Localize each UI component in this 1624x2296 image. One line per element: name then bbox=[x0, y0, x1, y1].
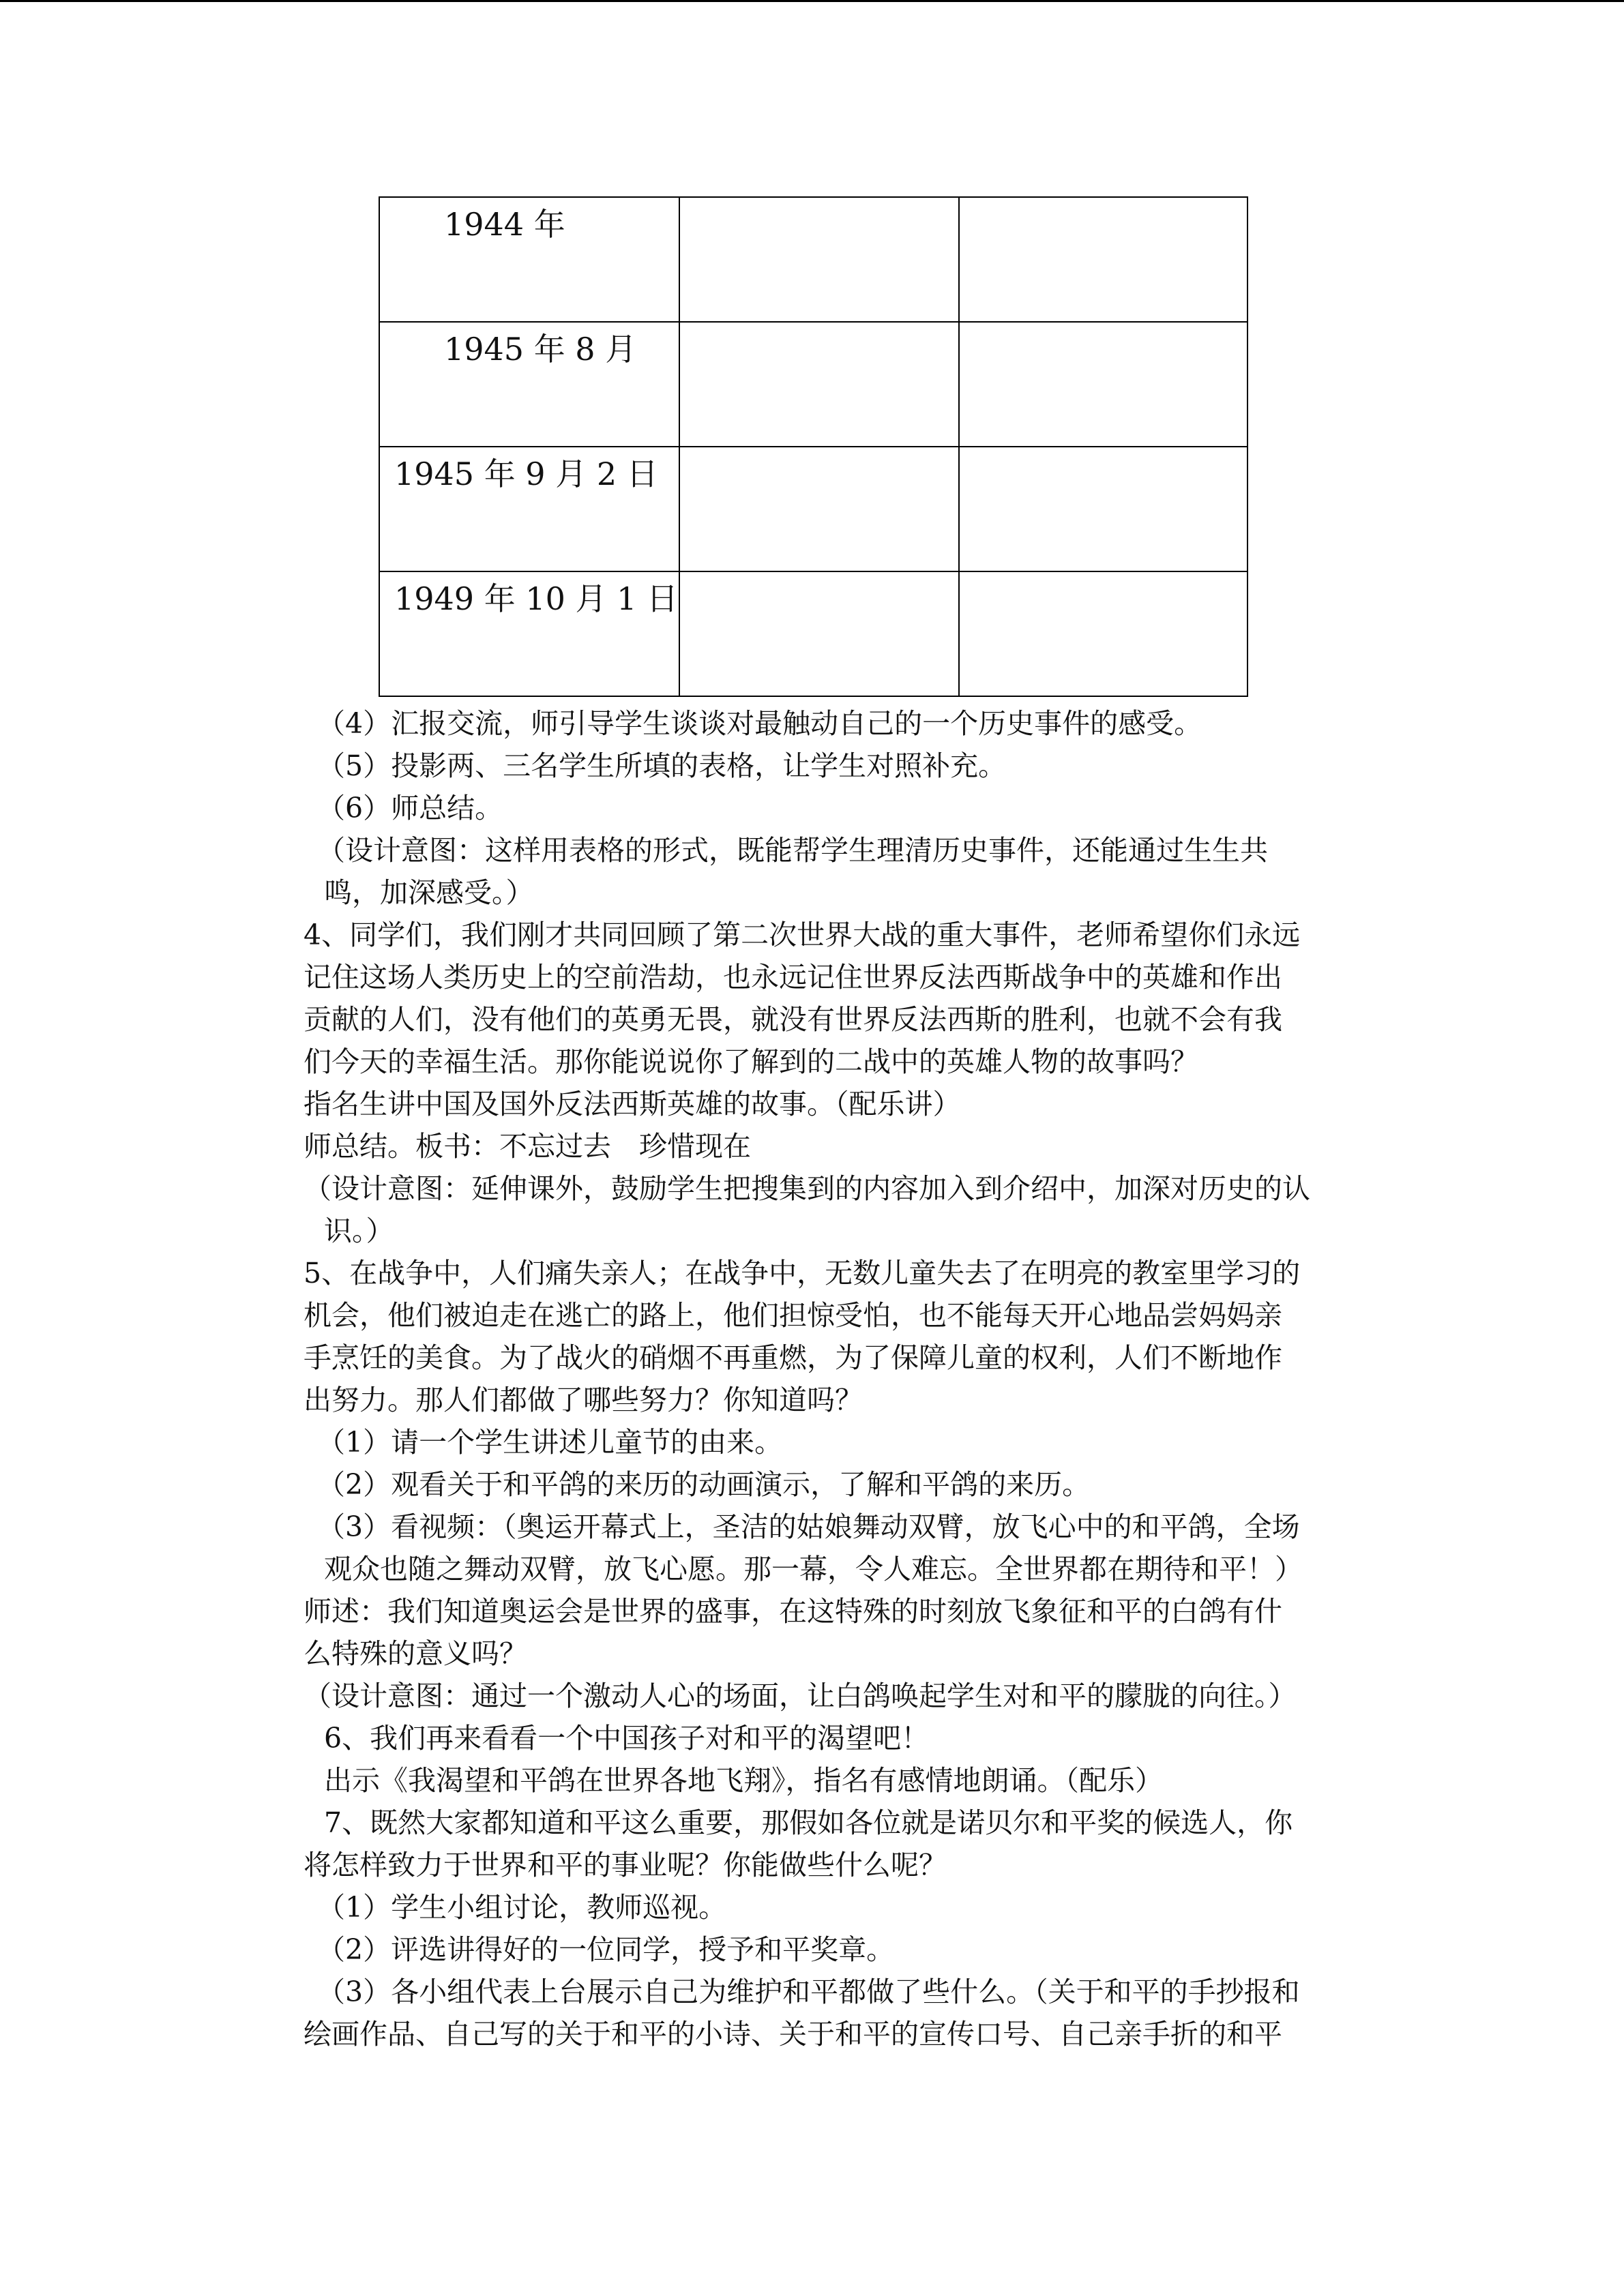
date-label: 1949 年 10 月 1 日 bbox=[394, 580, 678, 617]
lesson-body-text bbox=[304, 702, 1378, 2055]
text-line: 指名生讲中国及国外反法西斯英雄的故事。（配乐讲） bbox=[304, 1088, 961, 1120]
text-line: 绘画作品、自己写的关于和平的小诗、关于和平的宣传口号、自己亲手折的和平 bbox=[304, 2018, 1282, 2051]
text-line: 们今天的幸福生活。那你能说说你了解到的二战中的英雄人物的故事吗？ bbox=[304, 1045, 1198, 1078]
text-line: （设计意图：通过一个激动人心的场面，让白鸽唤起学生对和平的朦胧的向往。） bbox=[304, 1680, 1297, 1712]
text-line: 将怎样致力于世界和平的事业呢？你能做些什么呢？ bbox=[304, 1849, 947, 1881]
text-line: 师总结。板书：不忘过去 珍惜现在 bbox=[304, 1130, 751, 1163]
table-cell-empty bbox=[679, 447, 959, 571]
table-row bbox=[379, 571, 1247, 696]
text-line: （5）投影两、三名学生所填的表格，让学生对照补充。 bbox=[317, 749, 1007, 782]
text-line: （1）学生小组讨论，教师巡视。 bbox=[317, 1891, 727, 1924]
table-cell-empty bbox=[959, 197, 1247, 322]
text-line: 记住这场人类历史上的空前浩劫，也永远记住世界反法西斯战争中的英雄和作出 bbox=[304, 961, 1282, 994]
text-line: 手烹饪的美食。为了战火的硝烟不再重燃，为了保障儿童的权利，人们不断地作 bbox=[304, 1341, 1282, 1374]
top-border-line bbox=[0, 0, 1624, 2]
text-line: 观众也随之舞动双臂，放飞心愿。那一幕，令人难忘。全世界都在期待和平！） bbox=[324, 1553, 1303, 1585]
text-line: （3）各小组代表上台展示自己为维护和平都做了些什么。（关于和平的手抄报和 bbox=[317, 1976, 1300, 2008]
table-cell-date bbox=[379, 571, 679, 696]
date-label: 1945 年 9 月 2 日 bbox=[394, 456, 658, 492]
table-row bbox=[379, 322, 1247, 447]
table-row bbox=[379, 447, 1247, 571]
table-cell-empty bbox=[959, 571, 1247, 696]
date-label: 1945 年 8 月 bbox=[444, 331, 637, 368]
table-cell-empty bbox=[959, 322, 1247, 447]
date-label: 1944 年 bbox=[444, 206, 565, 243]
text-line: （2）观看关于和平鸽的来历的动画演示，了解和平鸽的来历。 bbox=[317, 1468, 1091, 1501]
table-cell-empty bbox=[679, 322, 959, 447]
table-cell-empty bbox=[679, 197, 959, 322]
text-line: 识。） bbox=[324, 1214, 394, 1247]
table-cell-date bbox=[379, 447, 679, 571]
table-cell-empty bbox=[959, 447, 1247, 571]
text-line: （4）汇报交流，师引导学生谈谈对最触动自己的一个历史事件的感受。 bbox=[317, 707, 1202, 740]
text-line: 4、同学们，我们刚才共同回顾了第二次世界大战的重大事件，老师希望你们永远 bbox=[304, 919, 1301, 951]
text-line: 鸣，加深感受。） bbox=[324, 876, 534, 909]
text-line: （1）请一个学生讲述儿童节的由来。 bbox=[317, 1426, 783, 1459]
text-line: （设计意图：延伸课外，鼓励学生把搜集到的内容加入到介绍中，加深对历史的认 bbox=[304, 1172, 1310, 1205]
text-line: 机会，他们被迫走在逃亡的路上，他们担惊受怕，也不能每天开心地品尝妈妈亲 bbox=[304, 1299, 1282, 1332]
history-events-table bbox=[379, 196, 1248, 697]
text-line: （2）评选讲得好的一位同学，授予和平奖章。 bbox=[317, 1933, 895, 1966]
text-line: 师述：我们知道奥运会是世界的盛事，在这特殊的时刻放飞象征和平的白鸽有什 bbox=[304, 1595, 1282, 1628]
text-line: 5、在战争中，人们痛失亲人；在战争中，无数儿童失去了在明亮的教室里学习的 bbox=[304, 1257, 1301, 1289]
text-line: （3）看视频：（奥运开幕式上，圣洁的姑娘舞动双臂，放飞心中的和平鸽，全场 bbox=[317, 1510, 1300, 1543]
text-line: （设计意图：这样用表格的形式，既能帮学生理清历史事件，还能通过生生共 bbox=[317, 834, 1268, 867]
table-cell-empty bbox=[679, 571, 959, 696]
text-line: 6、我们再来看看一个中国孩子对和平的渴望吧！ bbox=[324, 1722, 930, 1755]
text-line: （6）师总结。 bbox=[317, 792, 503, 824]
table-cell-date bbox=[379, 197, 679, 322]
text-line: 出示《我渴望和平鸽在世界各地飞翔》，指名有感情地朗诵。（配乐） bbox=[324, 1764, 1163, 1797]
text-line: 贡献的人们，没有他们的英勇无畏，就没有世界反法西斯的胜利，也就不会有我 bbox=[304, 1003, 1282, 1036]
text-line: 7、既然大家都知道和平这么重要，那假如各位就是诺贝尔和平奖的候选人，你 bbox=[324, 1806, 1293, 1839]
text-line: 么特殊的意义吗？ bbox=[304, 1637, 527, 1670]
text-line: 出努力。那人们都做了哪些努力？你知道吗？ bbox=[304, 1384, 863, 1416]
table-row bbox=[379, 197, 1247, 322]
table-cell-date bbox=[379, 322, 679, 447]
